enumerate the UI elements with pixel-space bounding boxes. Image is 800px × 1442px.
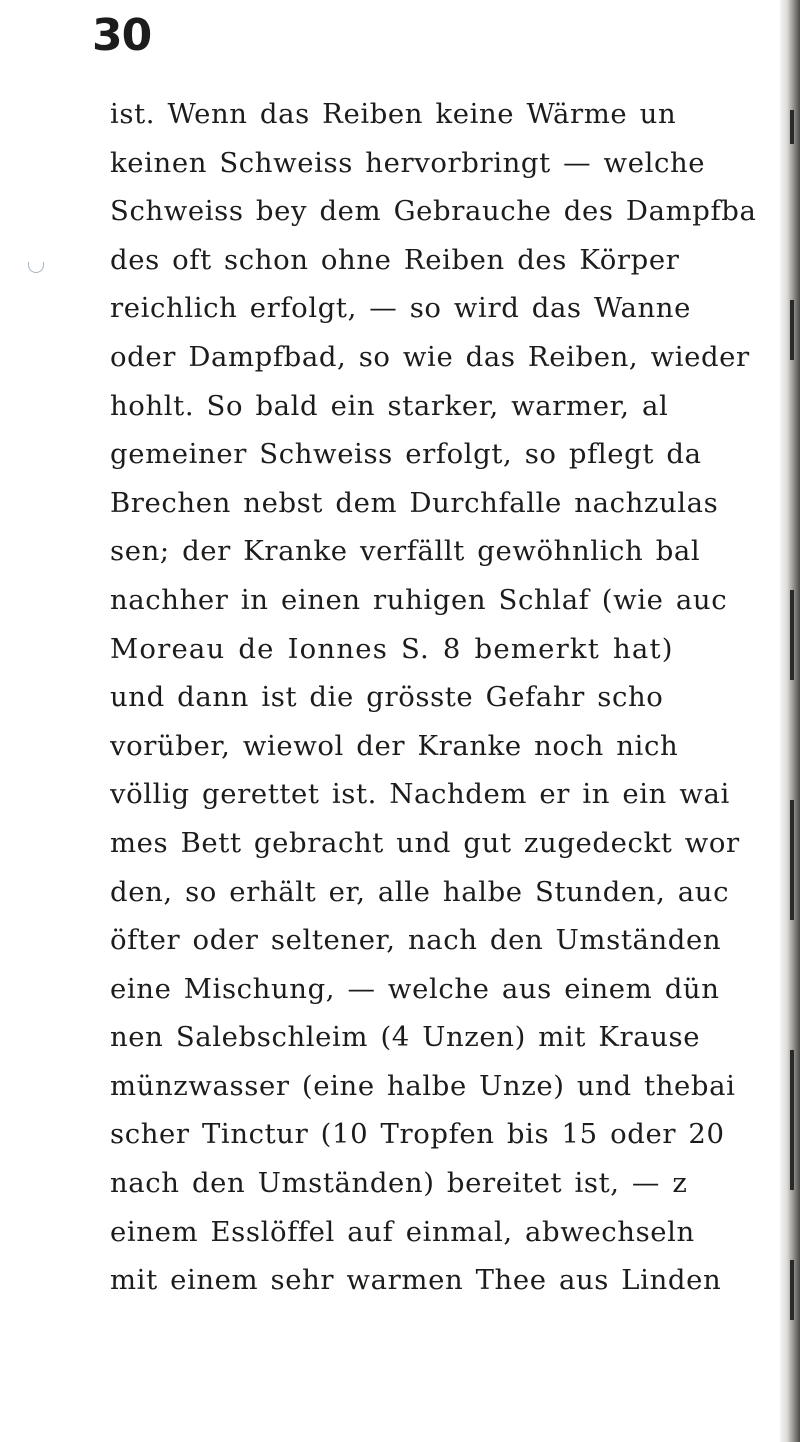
text-line: gemeiner Schweiss erfolgt, so pflegt da (110, 438, 702, 471)
text-line: Moreau de Ionnes S. 8 bemerkt hat) (110, 632, 674, 665)
text-line: und dann ist die grösste Gefahr scho (110, 681, 664, 714)
text-line: nach den Umständen) bereitet ist, — z (110, 1167, 688, 1200)
text-line: einem Esslöffel auf einmal, abwechseln (110, 1215, 695, 1248)
text-line: nen Salebschleim (4 Unzen) mit Krause (110, 1021, 701, 1054)
edge-mark (790, 1260, 794, 1320)
page-edge-shadow (780, 0, 800, 1442)
text-line: scher Tinctur (10 Tropfen bis 15 oder 20 (110, 1118, 725, 1151)
edge-mark (790, 300, 794, 360)
text-line: mes Bett gebracht und gut zugedeckt wor (110, 826, 740, 859)
text-line: sen; der Kranke verfällt gewöhnlich bal (110, 535, 701, 568)
text-line: Brechen nebst dem Durchfalle nachzulas (110, 486, 719, 519)
body-text (110, 90, 782, 1305)
text-line: vorüber, wiewol der Kranke noch nich (110, 729, 679, 762)
text-line: völlig gerettet ist. Nachdem er in ein wai (110, 778, 730, 811)
page-number: 30 (92, 10, 152, 61)
text-line: Schweiss bey dem Gebrauche des Dampfba (110, 195, 757, 228)
text-line: eine Mischung, — welche aus einem dün (110, 972, 720, 1005)
text-line: den, so erhält er, alle halbe Stunden, auc (110, 875, 730, 908)
edge-mark (790, 110, 794, 144)
text-line: mit einem sehr warmen Thee aus Linden (110, 1264, 722, 1297)
text-line: reichlich erfolgt, — so wird das Wanne (110, 292, 691, 325)
edge-mark (790, 1050, 794, 1190)
text-line: keinen Schweiss hervorbringt — welche (110, 146, 706, 179)
margin-mark (28, 262, 44, 273)
text-line: hohlt. So bald ein starker, warmer, al (110, 389, 669, 422)
text-line: nachher in einen ruhigen Schlaf (wie auc (110, 583, 728, 616)
edge-mark (790, 590, 794, 680)
text-line: öfter oder seltener, nach den Umständen (110, 924, 722, 957)
text-line: oder Dampfbad, so wie das Reiben, wieder (110, 340, 750, 373)
text-line: des oft schon ohne Reiben des Körper (110, 243, 680, 276)
text-line: münzwasser (eine halbe Unze) und thebai (110, 1069, 736, 1102)
edge-mark (790, 800, 794, 920)
text-line: ist. Wenn das Reiben keine Wärme un (110, 98, 677, 130)
